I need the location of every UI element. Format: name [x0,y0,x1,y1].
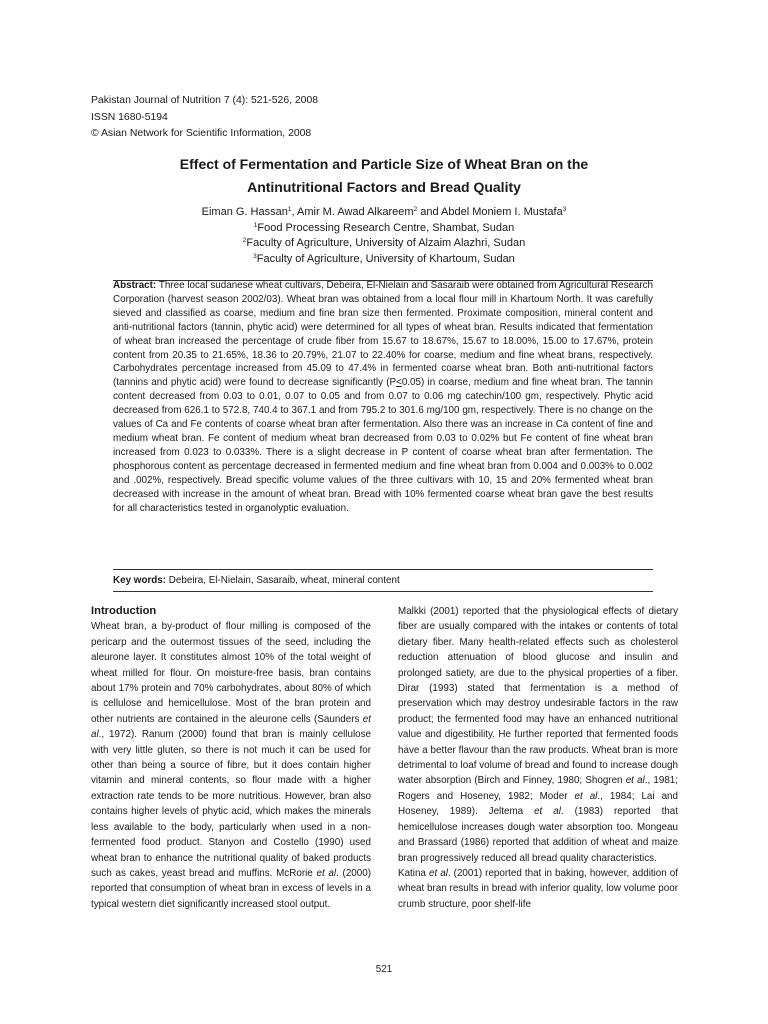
introduction-paragraph-2 [398,604,678,866]
journal-header [91,93,318,143]
intro-right-text-2: ., 1981; Rogers and Hoseney, 1982; Moder [398,775,679,802]
author-separator-1: , [291,206,297,218]
introduction-paragraph-1 [91,619,371,912]
intro-left-etal-2: et al [316,867,337,879]
intro-right-text-5: Katina [398,867,429,879]
affiliation-2 [0,236,768,252]
intro-left-text-3: . (2000) reported that consumption of wheat bran in excess of levels in a typical western diet significantly increased stool output. [91,867,371,910]
intro-left-etal-1: et al [91,713,371,741]
author-3-sup: 3 [562,206,567,213]
affiliation-2-sup: 2 [242,237,247,244]
intro-right-etal-3: et al [534,806,561,818]
paper-title-line-1: Effect of Fermentation and Particle Size of Wheat Bran on the [179,156,589,172]
author-1-sup: 1 [287,206,292,213]
author-2-sup: 2 [413,206,418,213]
affiliation-1-sup: 1 [253,221,258,229]
affiliation-1 [0,221,768,237]
author-separator-2: and [417,206,442,218]
journal-issn: ISSN 1680-5194 [91,111,168,123]
affiliation-2-text: Faculty of Agriculture, University of Alzaim Alazhri, Sudan [246,237,526,249]
abstract-text-2: 0.05) in coarse, medium and fine wheat bran. The tannin content decreased from 0.03 to 0.01, 0.07 to 0.05 and from 0.07 to 0.06 mg catechin/100 gm, respectively. Phytic acid decreased from 626.1 to 572.8, 740.4 to 367.1 and from 795.2 to 301.6 mg/100 gm, respectively. There is no change on the values of Ca and Fe contents of coarse wheat bran after fermentation. Also there was an increase in Ca content of fine and medium wheat bran. Fe content of medium wheat bran decreased from 0.03 to 0.02% but Fe content of fine wheat bran increased from 0.023 to 0.033%. There is a slight decrease in P content of coarse wheat bran after fermentation. The phosphorous content as percentage decreased in fermented medium and fine wheat bran from 0.004 and 0.003% to 0.002 and .002%, respectively. Bread specific volume values of the three cultivars with 10, 15 and 20% fermented wheat bran decreased with increase in the amount of wheat bran. Bread with 10% fermented coarse wheat bran gave the best results for all characteristics tested in organolyptic evaluation. [113,377,653,514]
paper-title-line-2: Antinutritional Factors and Bread Quality [247,179,521,195]
affiliation-3-sup: 3 [253,252,257,260]
author-names [0,205,768,221]
author-2: Amir M. Awad Alkareem [297,206,414,218]
intro-left-text-2: ., 1972). Ranum (2000) found that bran is mainly cellulose with very little gluten, so there is not much it can be used for other than being a source of fibre, but it does contain higher vitamin and mineral contents, so flour made with a higher extraction rate tends to be more nutritious. However, bran also contains higher levels of phytic acid, which makes the minerals less available to the body, particularly when used in a non-fermented food product. Stanyon and Costello (1990) used wheat bran to enhance the nutritional quality of baked products such as cakes, yeast bread and muffins. McRorie [91,729,371,879]
intro-right-text-3: ., 1984; Lai and Hoseney, 1989). Jeltema [398,790,679,818]
intro-right-text-6: . (2001) reported that in baking, however, addition of wheat bran results in bread with inferior quality, low volume poor crumb structure, poor shelf-life [398,867,678,910]
abstract [113,279,653,515]
intro-right-etal-1: et al [625,775,645,787]
author-3: Abdel Moniem I. Mustafa [441,206,563,218]
affiliation-1-text: Food Processing Research Centre, Shambat, Sudan [257,221,515,234]
affiliation-3-text: Faculty of Agriculture, University of Khartoum, Sudan [256,252,515,265]
paper-title [0,153,768,199]
keywords [113,574,653,588]
affiliation-3 [0,252,768,268]
keywords-label: Key words: [113,575,167,586]
intro-right-etal-2: et al [574,790,598,802]
intro-left-text-1: Wheat bran, a by-product of flour milling is composed of the pericarp and the outermost tissues of the seed, including the aleurone layer. It constitutes almost 10% of the total weight of wheat milled for flour. On moisture-free basis, bran contains about 17% protein and 70% carbohydrates, about 80% of which is cellulose and hemicellulose. Most of the bran protein and other nutrients are contained in the aleurone cells (Saunders [91,621,371,725]
author-block [0,205,768,267]
right-column [398,604,678,912]
abstract-label: Abstract: [113,280,157,291]
keywords-bottom-rule [113,591,653,592]
abstract-bottom-rule [113,569,653,570]
abstract-p-symbol: < [396,377,402,389]
introduction-paragraph-3 [398,866,678,912]
author-1: Eiman G. Hassan [201,206,288,218]
page-number: 521 [375,964,393,975]
intro-right-text-1: Malkki (2001) reported that the physiological effects of dietary fiber are usually compared with the intakes or contents of total dietary fiber. Many health-related effects such as cholesterol reduction attenuation of blood glucose and insulin and prolonged satiety, are due to the physical properties of a fiber. Dirar (1993) stated that fermentation is a method of preservation which may destroy undesirable factors in the raw product; the fermented food may have an enhanced nutritional value and digestibility. He further reported that fermented foods have a better flavour than the raw products. Wheat bran is more detrimental to loaf volume of bread and found to increase dough water absorption (Birch and Finney, 1980; Shogren [398,606,678,787]
journal-citation: Pakistan Journal of Nutrition 7 (4): 521-526, 2008 [91,95,318,106]
introduction-heading: Introduction [91,605,157,617]
intro-right-etal-4: et al [428,867,448,879]
keywords-text: Debeira, El-Nielain, Sasaraib, wheat, mineral content [166,575,400,586]
abstract-text-1: Three local sudanese wheat cultivars, Debeira, El-Nielain and Sasaraib were obtained from Agricultural Research Corporation (harvest season 2002/03). Wheat bran was obtained from a local flour mill in Khartoum North. It was carefully sieved and classified as coarse, medium and fine bran size then fermented. Proximate composition, mineral content and anti-nutritional factors (tannin, phytic acid) were determined for all types of wheat bran. Results indicated that fermentation of wheat bran increased the percentage of crude fiber from 15.67 to 18.67%, 15.67 to 18.00%, 15.00 to 17.67%, protein content from 20.35 to 21.65%, 18.36 to 20.79%, 21.07 to 22.40% for coarse, medium and fine wheat brans, respectively. Carbohydrates percentage increased from 45.09 to 47.4% in fermented coarse wheat bran. Both anti-nutritional factors (tannins and phytic acid) were found to decrease significantly (P [113,280,653,389]
left-column [91,604,371,912]
intro-right-text-4: . (1983) reported that hemicellulose increases dough water absorption too. Mongeau and Brassard (1986) reported that addition of wheat and maize bran progressively reduced all bread quality characteristics. [398,806,678,864]
journal-copyright: © Asian Network for Scientific Information, 2008 [91,128,312,139]
